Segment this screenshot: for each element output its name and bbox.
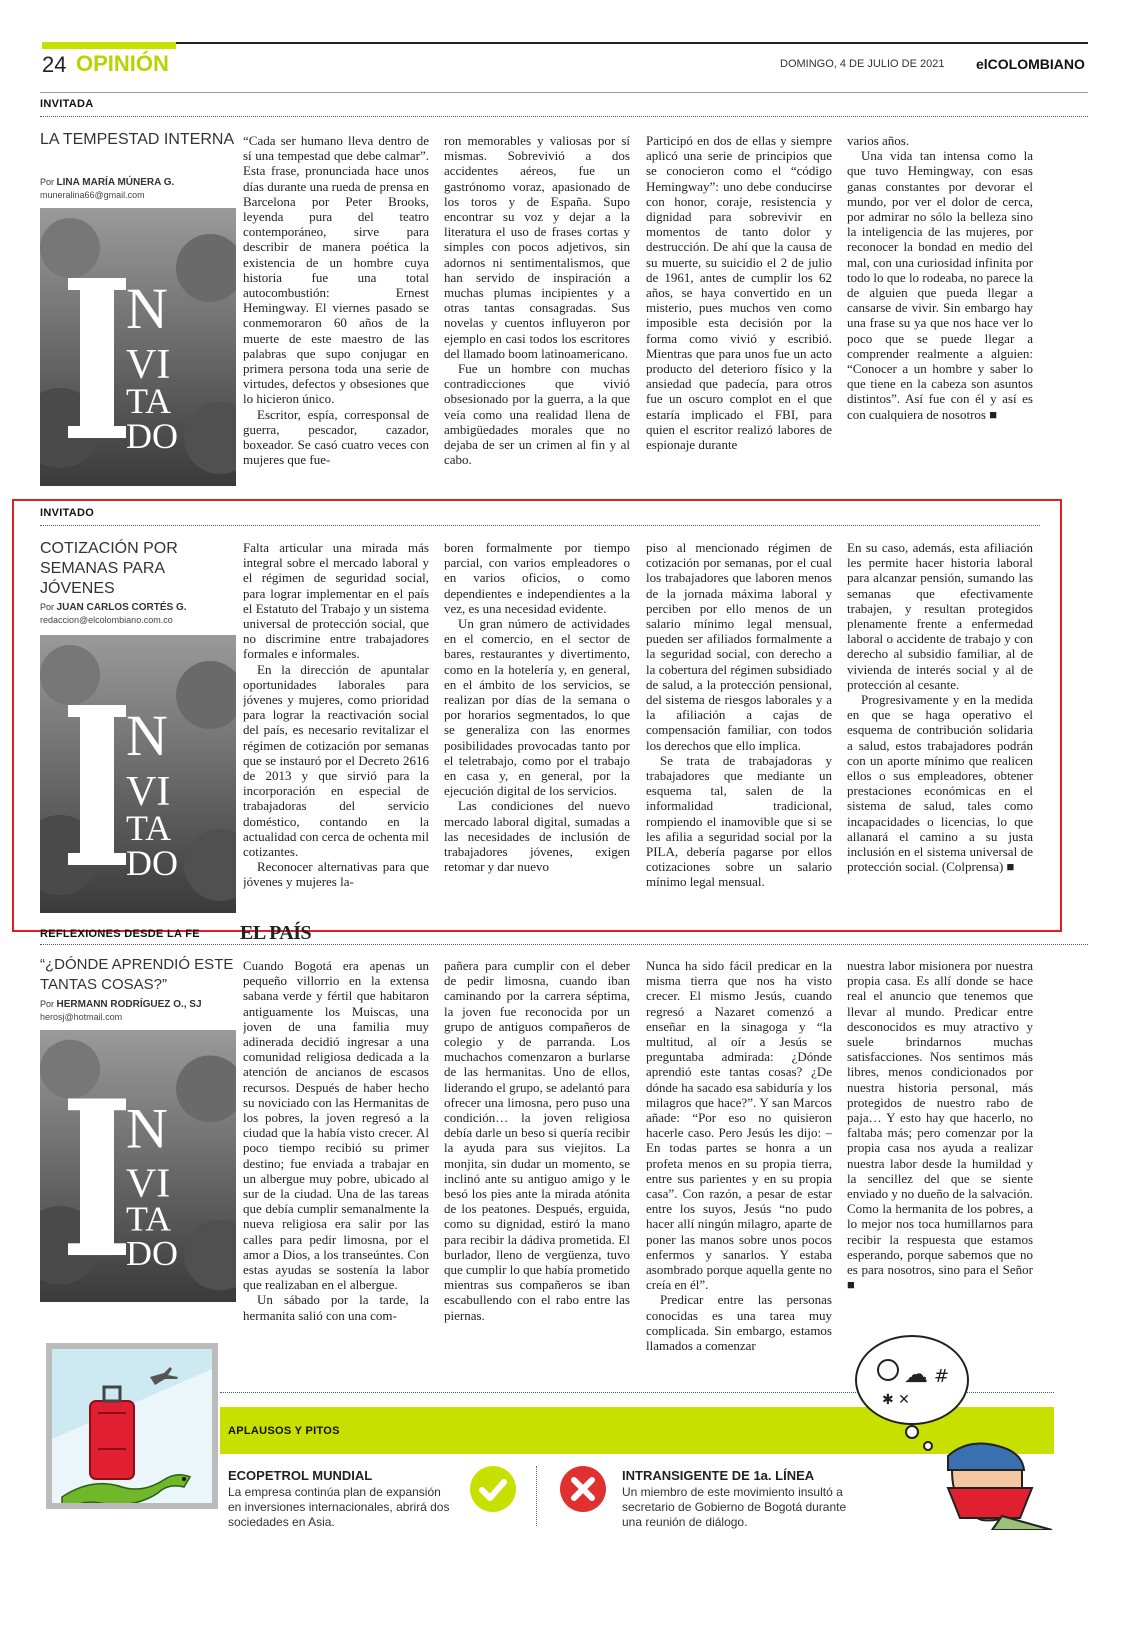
article-column: Falta articular una mirada más integral sobre el mercado laboral y el régimen de seguridad social, para lograr implementar en el país el Estatuto del Trabajo y un sistema universal de protección social, que no discrimine entre trabajadores formales e informales. En la dirección de apuntalar oportunidades laborales para jóvenes y mujeres, como prioridad para lograr la reactivación social del país, es necesario revitalizar el régimen de cotización por semanas que se instauró por el Decreto 2616 de 2013 y que sirvió para la incorporación en especial de trabajadoras del servicio doméstico, contando en la actualidad con cerca de ochenta mil cotizantes. Reconocer alternativas para que jóvenes y mujeres la- (243, 540, 429, 890)
article-column: piso al mencionado régimen de cotización por semanas, por el cual los trabajadores que laboren menos de la jornada máxima laboral y perciben por ello menos de un salario mínimo legal mensual, pueden ser afiliados formalmente a la seguridad social, con derecho a la cobertura del régimen subsidiado de salud, a la protección pensional, del sistema de riesgos laborales y a la afiliación a cajas de compensación familiar, con todos los derechos que ello implica. Se trata de trabajadoras y trabajadores que mediante un esquema tal, salen de la informalidad tradicional, rompiendo el inamovible que si se les afilia a seguridad social por la PILA, debería pagarse por ellos cotizaciones sobre un salario mínimo legal mensual. (646, 540, 832, 890)
invitado-logo-icon (40, 208, 236, 486)
divider (536, 1466, 537, 1526)
svg-text:VI: VI (126, 1159, 171, 1206)
travel-illustration (46, 1343, 218, 1509)
issue-date: DOMINGO, 4 DE JULIO DE 2021 (780, 58, 945, 70)
svg-text:DO: DO (126, 843, 178, 883)
dotted-rule (40, 116, 1088, 117)
x-icon (560, 1466, 606, 1512)
angry-man-icon (852, 1330, 1062, 1530)
pito-text: Un miembro de este movimiento insultó a secretario de Gobierno de Bogotá durante una reunión de diálogo. (622, 1485, 847, 1529)
svg-text:N: N (126, 276, 168, 341)
svg-text:✱ ✕: ✱ ✕ (882, 1392, 910, 1408)
author-name: HERMANN RODRÍGUEZ O., SJ (56, 999, 202, 1010)
article-title: LA TEMPESTAD INTERNA (40, 131, 235, 148)
author-email[interactable]: muneralina66@gmail.com (40, 190, 145, 200)
svg-text:☁: ☁ (904, 1360, 928, 1388)
svg-text:DO: DO (126, 1233, 178, 1273)
newspaper-brand: elCOLOMBIANO (976, 56, 1085, 72)
svg-text:N: N (126, 1097, 168, 1161)
partner-logo: EL PAÍS (240, 922, 312, 944)
section-name: OPINIÓN (76, 51, 169, 76)
byline: Por JUAN CARLOS CORTÉS G. (40, 602, 187, 613)
article-column: Nunca ha sido fácil predicar en la misma tierra que nos ha visto crecer. El mismo Jesús, cuando regresó a Nazaret comenzó a enseñar en la sinagoga y “la multitud, al oír a Jesús se preguntaba admirada: ¿Dónde aprendió este tantas cosas? ¿De dónde ha sacado esa sabiduría y los milagros que hace?”. Y san Marcos añade: “Por eso no quisieron hacerle caso. Pero Jesús les dijo: –En todas partes se honra a un profeta menos en su propia tierra, entre sus parientes y en su propia casa”. Con razón, a pesar de estar entre los suyos, Jesús “no pudo hacer allí ningún milagro, aparte de poner las manos sobre unos pocos enfermos y sanarlos. Y estaba asombrado porque aquella gente no creía en él”. Predicar entre las personas conocidas es una tarea muy complicada. Sin embargo, estamos llamados a comenzar (646, 958, 832, 1354)
article-column: “Cada ser humano lleva dentro de sí una tempestad que debe calmar”. Esta frase, pronunciada hace unos días durante una rueda de prensa en Barcelona por Peter Brooks, leyenda pura del teatro contemporáneo, sirve para describir de manera poética la existencia de un hombre cuya historia fue una total autocombustión: Ernest Hemingway. El viernes pasado se conmemoraron 60 años de la muerte de este maestro de las palabras que supo conjugar en primera persona toda una serie de virtudes, defectos y obsesiones que lo hicieron único. Escritor, espía, corresponsal de guerra, pescador, cazador, boxeador. Se casó cuatro veces con mujeres que fue- (243, 133, 429, 468)
invitado-image (40, 1030, 236, 1302)
byline: Por HERMANN RODRÍGUEZ O., SJ (40, 999, 202, 1010)
author-email[interactable]: redaccion@elcolombiano.com.co (40, 615, 173, 625)
section-label: REFLEXIONES DESDE LA FE (40, 928, 200, 940)
luggage-icon (52, 1349, 212, 1503)
article-column: ron memorables y valiosas por sí mismas. Sobrevivió a dos accidentes aéreos, fue un gastrónomo voraz, apasionado de los toros y de España. Supo encontrar su voz y dejar a la literatura el uso de frases cortas y simples con pocos adjetivos, sin adornos ni sentimentalismos, que han servido de inspiración a muchas plumas incipientes y a otras tantas consagradas. Sus novelas y cuentos influyeron por ejemplo en casi todos los escritores del llamado boom latinoamericano. Fue un hombre con muchas contradicciones que vivió obsesionado por la guerra, a la que veía como una realidad llena de ambigüedades morales que no dejaba de ser un crimen al fin y al cabo. (444, 133, 630, 468)
article-column: En su caso, además, esta afiliación les permite hacer historia laboral para alcanzar pensión, sumando las semanas que efectivamente trabajen, y resultan protegidos plenamente frente a enfermedad laboral o accidente de trabajo y con derecho al subsidio familiar, al de vivienda de interés social y al de protección al cesante. Progresivamente y en la medida en que se haga operativo el esquema de contribución solidaria a salud, estos trabajadores podrán con un aporte mínimo que realicen ellos o sus empleadores, obtener prestaciones económicas en el sistema de salud, tales como incapacidades o licencias, lo que allanará el camino a su justa inclusión en el sistema universal de protección social. (Colprensa) ■ (847, 540, 1033, 875)
section-label: INVITADO (40, 507, 95, 519)
article-title: COTIZACIÓN POR SEMANAS PARA JÓVENES (40, 540, 178, 597)
article-column: Cuando Bogotá era apenas un pequeño villorrio en la extensa sabana verde y fértil que habitaron antiguamente los Muiscas, una joven de una familia muy adinerada decidió ingresar a una comunidad religiosa dedicada a la atención de ancianos de escasos recursos. Después de haber hecho su noviciado con las Hermanitas de los pobres, la joven regresó a la ciudad que la había visto crecer. Al poco tiempo recibió su primer destino; fue enviada a trabajar en un albergue muy pobre, ubicado al sur de la ciudad. Una de las tareas que debía cumplir semanalmente la nueva religiosa era salir por las calles para pedir limosna, por el amor a Dios, a los transeúntes. Con estas ayudas se sostenía la labor que realizaban en el albergue. Un sábado por la tarde, la hermanita salió con una com- (243, 958, 429, 1323)
article-title: “¿DÓNDE APRENDIÓ ESTE TANTAS COSAS?” (40, 956, 234, 993)
svg-text:N: N (126, 703, 168, 768)
dotted-rule (40, 525, 1040, 526)
rule (40, 92, 1088, 93)
invitado-logo-icon (40, 635, 236, 913)
check-icon (470, 1466, 516, 1512)
svg-text:TA: TA (126, 381, 172, 421)
aplauso-text: La empresa continúa plan de expansión en inversiones internacionales, abrirá dos sociedades en Asia. (228, 1485, 450, 1529)
masthead-rule (42, 42, 1088, 44)
invitado-logo-icon (40, 1030, 236, 1302)
aplauso-title: ECOPETROL MUNDIAL (228, 1468, 373, 1483)
invitado-image (40, 208, 236, 486)
byline: Por LINA MARÍA MÚNERA G. (40, 177, 175, 188)
svg-text:#: # (934, 1366, 950, 1387)
svg-text:VI: VI (126, 342, 171, 388)
svg-text:DO: DO (126, 416, 178, 456)
pito-title: INTRANSIGENTE DE 1a. LÍNEA (622, 1468, 815, 1483)
article-column: Participó en dos de ellas y siempre aplicó una serie de principios que se conocieron como el “código Hemingway”: uno debe conducirse con honor, coraje, resistencia y dignidad para sobrevivir en momentos de tanto dolor y destrucción. De ahí que la causa de su muerte, su suicidio el 2 de julio de 1961, antes de cumplir los 62 años, se haya convertido en un misterio, pues muchos ven como imposible esta decisión por la forma como vivió y escribió. Mientras que para unos fue un acto producto del deterioro físico y la ansiedad que padecía, para otros fue un oscuro complot en el que estaría implicado el FBI, para quien el escritor realizó labores de espionaje durante (646, 133, 832, 453)
author-name: LINA MARÍA MÚNERA G. (56, 177, 175, 188)
article-column: nuestra labor misionera por nuestra propia casa. Es allí donde se hace real el anuncio que tenemos que llevar al mundo. Predicar entre desconocidos es muy atractivo y suele brindarnos muchas satisfacciones. Nos sentimos más libres, menos condicionados por nuestra historia personal, más protegidos de nuestro rabo de paja… Y esto hay que hacerlo, no faltaba más; pero comenzar por la propia casa nos ayuda a realizar nuestra labor desde la humildad y la sencillez del que se siente enviado y no dueño de la salvación. Como la hermanita de los pobres, a lo mejor nos toca humillarnos para recibir la respuesta que estamos esperando, porque sabemos que no es para nosotros, sino para el Señor ■ (847, 958, 1033, 1293)
svg-text:TA: TA (126, 808, 172, 848)
dotted-rule (40, 944, 1088, 945)
svg-text:TA: TA (126, 1198, 172, 1239)
author-name: JUAN CARLOS CORTÉS G. (56, 602, 187, 613)
section-label: INVITADA (40, 98, 94, 110)
article-column: varios años. Una vida tan intensa como la que tuvo Hemingway, con esas ganas constantes por devorar el mundo, por ver el dolor de cerca, por admirar no sólo la belleza sino la inteligencia de las mujeres, por reconocer la bondad en medio del mal, con una curiosidad infinita por todo lo que lo rodeaba, no parece la de alguien que pueda llegar a cansarse de vivir. Sin embargo hay una frase su ya que nos hace ver lo poco que se puede llegar a comprender realmente a alguien: “Conocer a un hombre y saber lo que tiene en la cabeza son asuntos distintos”. Así fue con él y así es con cualquiera de nosotros ■ (847, 133, 1033, 422)
section-label: APLAUSOS Y PITOS (228, 1425, 340, 1437)
article-column: pañera para cumplir con el deber de pedir limosna, cuando iban caminando por la carrera séptima, la joven fue reconocida por un grupo de antiguos compañeros de colegio y de parranda. Los muchachos comenzaron a burlarse de las hermanitas. Uno de ellos, liderando el grupo, se adelantó para ofrecer una limosna, pero puso una condición… la joven religiosa debía darle un beso si quería recibir la ayuda para sus viejitos. La monjita, sin dudar un momento, se inclinó ante su antiguo amigo y le besó los pies ante la mirada atónita de los peatones. Después, erguida, como su dignidad, estiró la mano para recibir la dádiva prometida. El burlador, lleno de vergüenza, tuvo que cumplir lo que había prometido mientras sus compañeros se iban escabullendo con el rabo entre las piernas. (444, 958, 630, 1323)
section-accent-bar (42, 42, 176, 49)
author-email[interactable]: herosj@hotmail.com (40, 1012, 123, 1022)
svg-text:VI: VI (126, 769, 171, 815)
article-column: boren formalmente por tiempo parcial, con varios empleadores o en varios oficios, o como dependientes e independientes a la vez, es una necesidad evidente. Un gran número de actividades en el comercio, en el sector de bares, restaurantes y divertimento, como en la hotelería y, en general, en el ámbito de los servicios, se realizan por días de la semana o por horarios segmentados, lo que se generaliza con las enormes posibilidades provocadas tanto por el teletrabajo, como por el trabajo en casa y, en general, por la ejecución digital de los servicios. Las condiciones del nuevo mercado laboral digital, sumadas a las necesidades de inclusión de trabajadores jóvenes, exigen retomar y dar nuevo (444, 540, 630, 875)
invitado-image (40, 635, 236, 913)
angry-man-illustration (852, 1330, 1062, 1530)
page-number: 24 (42, 52, 67, 77)
